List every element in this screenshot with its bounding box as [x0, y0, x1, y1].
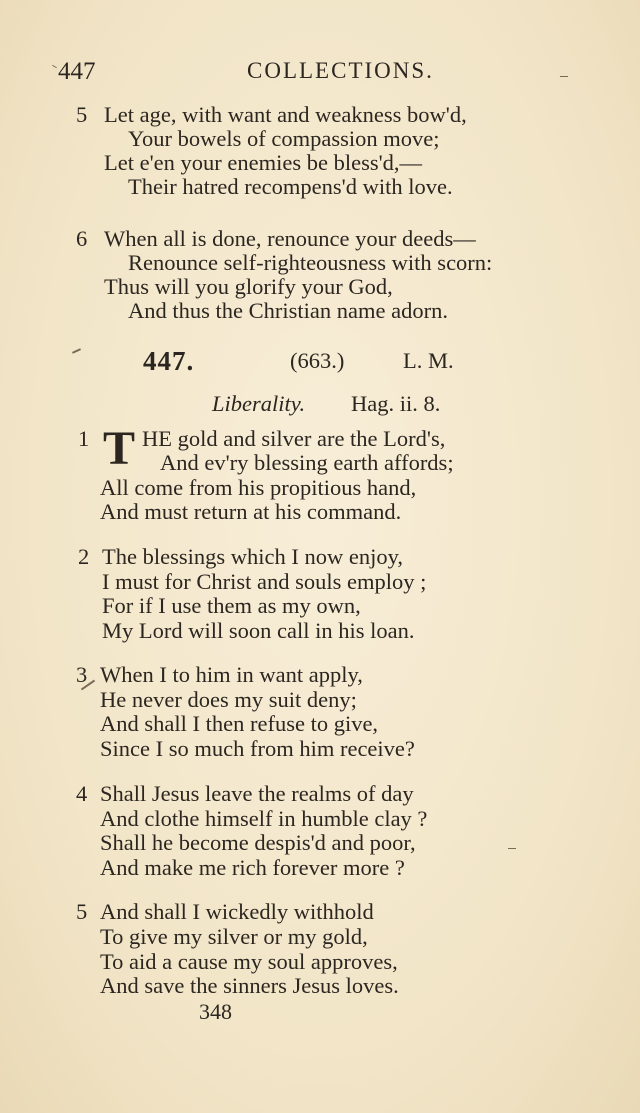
verse-line: Let e'en your enemies be bless'd,—: [104, 150, 423, 175]
verse-line: Since I so much from him receive?: [100, 736, 415, 761]
verse-line: My Lord will soon call in his loan.: [102, 618, 415, 643]
stray-mark: [52, 65, 57, 68]
scripture-reference: Hag. ii. 8.: [351, 391, 441, 416]
hymn-alt-number: (663.): [290, 348, 345, 373]
stray-mark: [508, 848, 516, 849]
verse-line: HE gold and silver are the Lord's,: [142, 426, 446, 451]
verse-line: Your bowels of compassion move;: [128, 126, 440, 151]
verse-number: 5: [76, 102, 88, 127]
verse-line: And must return at his command.: [100, 499, 402, 524]
verse-line: Their hatred recompens'd with love.: [128, 174, 453, 199]
verse-line: Let age, with want and weakness bow'd,: [104, 102, 467, 127]
verse-line: And thus the Christian name adorn.: [128, 298, 448, 323]
verse-line: Renounce self-righteousness with scorn:: [128, 250, 493, 275]
verse-line: When all is done, renounce your deeds—: [104, 226, 476, 251]
verse-line: The blessings which I now enjoy,: [102, 544, 403, 569]
verse-line: And shall I wickedly withhold: [100, 899, 374, 924]
pencil-mark: [72, 348, 81, 354]
verse-line: Shall Jesus leave the realms of day: [100, 781, 414, 806]
page-number: 447: [58, 58, 96, 85]
verse-number: 1: [78, 426, 90, 451]
verse-number: 3: [76, 662, 88, 687]
signature-mark: 348: [199, 999, 232, 1024]
verse-line: He never does my suit deny;: [100, 687, 357, 712]
verse-line: To aid a cause my soul approves,: [100, 949, 398, 974]
verse-line: And shall I then refuse to give,: [100, 711, 379, 736]
hymn-number: 447.: [143, 346, 195, 376]
running-title: COLLECTIONS.: [247, 58, 434, 83]
verse-line: And save the sinners Jesus loves.: [100, 973, 399, 998]
verse-line: Thus will you glorify your God,: [104, 274, 393, 299]
hymn-subject: Liberality.: [212, 391, 306, 416]
verse-line: I must for Christ and souls employ ;: [102, 569, 427, 594]
verse-number: 5: [76, 899, 88, 924]
verse-line: For if I use them as my own,: [102, 593, 361, 618]
stray-mark: [560, 76, 568, 77]
verse-line: When I to him in want apply,: [100, 662, 363, 687]
verse-line: All come from his propitious hand,: [100, 475, 417, 500]
hymn-meter: L. M.: [403, 348, 454, 373]
drop-cap: T: [103, 422, 136, 475]
verse-line: And ev'ry blessing earth affords;: [160, 450, 454, 475]
verse-line: To give my silver or my gold,: [100, 924, 368, 949]
verse-line: And clothe himself in humble clay ?: [100, 806, 428, 831]
verse-number: 4: [76, 781, 88, 806]
verse-number: 6: [76, 226, 88, 251]
verse-number: 2: [78, 544, 90, 569]
verse-line: And make me rich forever more ?: [100, 855, 405, 880]
verse-line: Shall he become despis'd and poor,: [100, 830, 416, 855]
